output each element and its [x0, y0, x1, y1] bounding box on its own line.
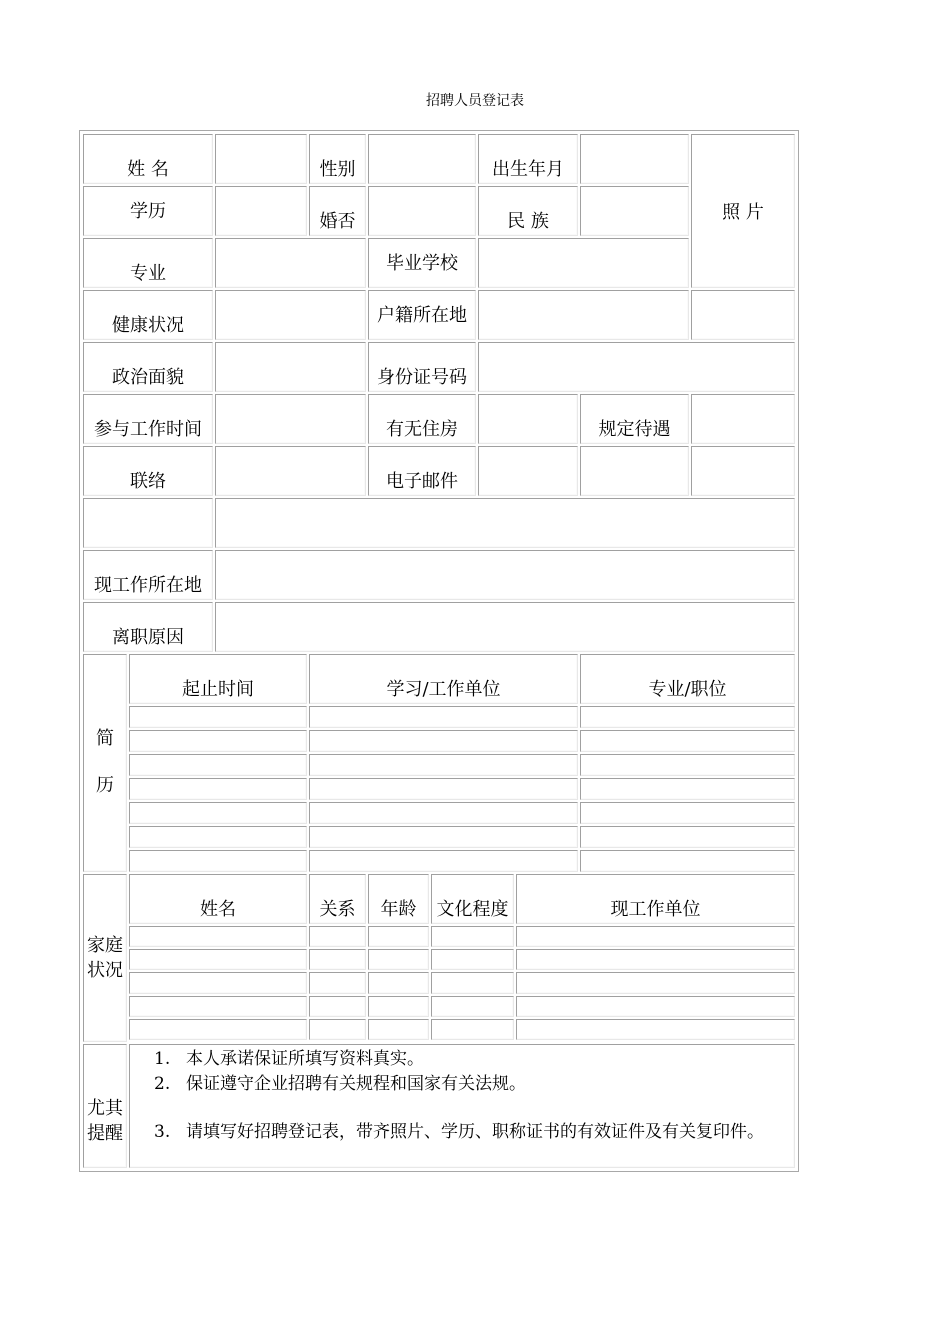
name-label: 姓 名: [83, 134, 213, 184]
notice-list: [130, 1044, 794, 1168]
resume-row-6-cell-2[interactable]: [309, 826, 578, 848]
resume-row-1-cell-1[interactable]: [129, 706, 307, 728]
health-field[interactable]: [215, 290, 366, 340]
political-field[interactable]: [215, 342, 366, 392]
family-row-3-cell-1[interactable]: [129, 972, 307, 993]
notice-label-line1: 尤其: [87, 1097, 123, 1119]
photo-extra-cell: [691, 290, 795, 340]
resume-row-6-cell-1[interactable]: [129, 826, 307, 848]
family-row-1-cell-4[interactable]: [431, 926, 514, 947]
education-label: 学历: [83, 186, 213, 236]
family-row-1-cell-3[interactable]: [368, 926, 429, 947]
family-row-2-cell-4[interactable]: [431, 949, 514, 970]
treatment-label: 规定待遇: [580, 394, 689, 444]
notice-label-line2: 提醒: [87, 1123, 123, 1144]
school-field[interactable]: [478, 238, 689, 288]
ethnicity-label: 民 族: [478, 186, 578, 236]
family-row-4-cell-2[interactable]: [309, 996, 366, 1017]
resume-row-2-cell-2[interactable]: [309, 730, 578, 752]
resume-row-1-cell-3[interactable]: [580, 706, 795, 728]
school-label: 毕业学校: [368, 238, 476, 288]
hukou-field[interactable]: [478, 290, 689, 340]
family-row-4-cell-5[interactable]: [516, 996, 795, 1017]
gender-field[interactable]: [368, 134, 476, 184]
notice-item-1-number: 1.: [154, 1049, 171, 1069]
family-row-1-cell-2[interactable]: [309, 926, 366, 947]
leave-reason-label: 离职原因: [83, 602, 213, 652]
photo-label: 照 片: [691, 134, 795, 288]
name-field[interactable]: [215, 134, 307, 184]
health-label: 健康状况: [83, 290, 213, 340]
housing-label: 有无住房: [368, 394, 476, 444]
family-header-relation: 关系: [309, 874, 366, 924]
family-row-5-cell-3[interactable]: [368, 1019, 429, 1040]
family-row-4-cell-4[interactable]: [431, 996, 514, 1017]
current-work-label: 现工作所在地: [83, 550, 213, 600]
resume-row-7-cell-3[interactable]: [580, 850, 795, 872]
resume-row-3-cell-2[interactable]: [309, 754, 578, 776]
email-label: 电子邮件: [368, 446, 476, 496]
resume-row-3-cell-1[interactable]: [129, 754, 307, 776]
resume-row-7-cell-1[interactable]: [129, 850, 307, 872]
work-start-label: 参与工作时间: [83, 394, 213, 444]
resume-row-2-cell-3[interactable]: [580, 730, 795, 752]
ethnicity-field[interactable]: [580, 186, 689, 236]
resume-row-6-cell-3[interactable]: [580, 826, 795, 848]
notice-item-1-text: 本人承诺保证所填写资料真实。: [186, 1049, 424, 1069]
current-work-field[interactable]: [215, 550, 795, 600]
extra-field-1[interactable]: [580, 446, 689, 496]
resume-row-3-cell-3[interactable]: [580, 754, 795, 776]
family-row-5-cell-4[interactable]: [431, 1019, 514, 1040]
email-field[interactable]: [478, 446, 578, 496]
family-row-4-cell-1[interactable]: [129, 996, 307, 1017]
political-label: 政治面貌: [83, 342, 213, 392]
family-row-5-cell-2[interactable]: [309, 1019, 366, 1040]
resume-row-2-cell-1[interactable]: [129, 730, 307, 752]
family-header-age: 年龄: [368, 874, 429, 924]
resume-row-1-cell-2[interactable]: [309, 706, 578, 728]
family-row-2-cell-1[interactable]: [129, 949, 307, 970]
blank-label: [83, 498, 213, 548]
family-row-5-cell-5[interactable]: [516, 1019, 795, 1040]
blank-field[interactable]: [215, 498, 795, 548]
resume-row-5-cell-1[interactable]: [129, 802, 307, 824]
notice-item-2-number: 2.: [154, 1074, 171, 1094]
family-row-1-cell-1[interactable]: [129, 926, 307, 947]
major-label: 专业: [83, 238, 213, 288]
education-field[interactable]: [215, 186, 307, 236]
resume-row-4-cell-1[interactable]: [129, 778, 307, 800]
contact-label: 联络: [83, 446, 213, 496]
resume-header-period: 起止时间: [129, 654, 307, 704]
leave-reason-field[interactable]: [215, 602, 795, 652]
family-label-line1: 家庭: [87, 934, 123, 956]
resume-row-7-cell-2[interactable]: [309, 850, 578, 872]
family-row-2-cell-5[interactable]: [516, 949, 795, 970]
family-header-education: 文化程度: [431, 874, 514, 924]
idcard-field[interactable]: [478, 342, 795, 392]
family-row-1-cell-5[interactable]: [516, 926, 795, 947]
idcard-label: 身份证号码: [368, 342, 476, 392]
notice-item-2-text: 保证遵守企业招聘有关规程和国家有关法规。: [186, 1074, 526, 1094]
family-row-3-cell-3[interactable]: [368, 972, 429, 993]
marital-field[interactable]: [368, 186, 476, 236]
birth-label: 出生年月: [478, 134, 578, 184]
notice-item-3-text: 请填写好招聘登记表，带齐照片、学历、职称证书的有效证件及有关复印件。: [186, 1122, 764, 1142]
family-header-employer: 现工作单位: [516, 874, 795, 924]
family-row-2-cell-2[interactable]: [309, 949, 366, 970]
family-label-line2: 状况: [87, 960, 123, 981]
family-row-3-cell-2[interactable]: [309, 972, 366, 993]
notice-section-label: [83, 1044, 127, 1168]
treatment-field[interactable]: [691, 394, 795, 444]
family-header-name: 姓名: [129, 874, 307, 924]
extra-field-2[interactable]: [691, 446, 795, 496]
resume-header-unit: 学习/工作单位: [309, 654, 578, 704]
family-row-4-cell-3[interactable]: [368, 996, 429, 1017]
family-section-label: [83, 874, 127, 1042]
resume-label-line2: 历: [96, 775, 114, 796]
form-title: 招聘人员登记表: [426, 93, 524, 109]
family-row-2-cell-3[interactable]: [368, 949, 429, 970]
family-row-3-cell-5[interactable]: [516, 972, 795, 993]
notice-item-3-number: 3.: [154, 1122, 171, 1142]
family-row-5-cell-1[interactable]: [129, 1019, 307, 1040]
contact-field[interactable]: [215, 446, 366, 496]
resume-row-5-cell-3[interactable]: [580, 802, 795, 824]
resume-header-position: 专业/职位: [580, 654, 795, 704]
work-start-field[interactable]: [215, 394, 366, 444]
gender-label: 性别: [309, 134, 366, 184]
hukou-label: 户籍所在地: [368, 290, 476, 340]
resume-row-5-cell-2[interactable]: [309, 802, 578, 824]
birth-field[interactable]: [580, 134, 689, 184]
resume-row-4-cell-3[interactable]: [580, 778, 795, 800]
resume-label-line1: 简: [96, 728, 114, 750]
resume-section-label: [83, 654, 127, 872]
resume-row-4-cell-2[interactable]: [309, 778, 578, 800]
major-field[interactable]: [215, 238, 366, 288]
family-row-3-cell-4[interactable]: [431, 972, 514, 993]
housing-field[interactable]: [478, 394, 578, 444]
marital-label: 婚否: [309, 186, 366, 236]
